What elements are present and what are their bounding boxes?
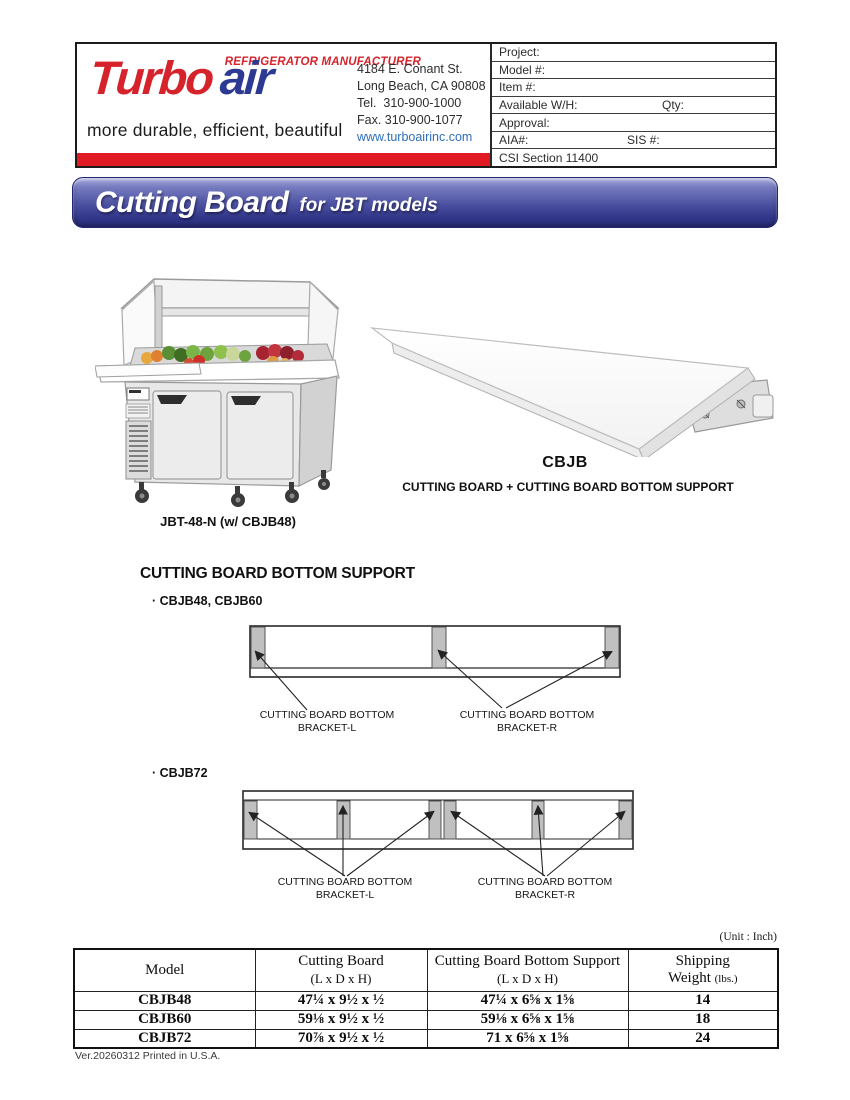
bullet-cbjb72: · CBJB72 <box>152 766 208 780</box>
address-fax: Fax. 310-900-1077 <box>357 113 463 127</box>
diagram1-bracket-l-label: CUTTING BOARD BOTTOM BRACKET-L <box>259 709 395 734</box>
cell-model: CBJB60 <box>74 1010 255 1029</box>
version-note: Ver.20260312 Printed in U.S.A. <box>75 1050 221 1062</box>
cell-weight: 18 <box>628 1010 778 1029</box>
sis-label: SIS #: <box>627 133 660 148</box>
cell-cutting-board: 70⅞ x 9½ x ½ <box>255 1029 427 1048</box>
address-line-2: Long Beach, CA 90808 <box>357 79 486 93</box>
logo-word-turbo: Turbo <box>88 51 215 104</box>
spec-table-wrap <box>73 948 779 1049</box>
address-tel: Tel. 310-900-1000 <box>357 96 462 110</box>
form-row-approval <box>492 114 775 132</box>
item-number-label: Item #: <box>499 80 536 95</box>
logo-word-air: air <box>218 51 274 104</box>
col-header-model: Model <box>74 949 255 991</box>
cell-weight: 14 <box>628 991 778 1010</box>
form-row-available <box>492 97 775 115</box>
jbt-unit-illustration <box>95 258 361 510</box>
diagram2-bracket-r-label: CUTTING BOARD BOTTOM BRACKET-R <box>477 876 613 901</box>
aia-label: AIA#: <box>499 133 529 148</box>
page-title: Cutting Board <box>95 185 289 219</box>
cell-support: 59⅛ x 6⅝ x 1⅝ <box>427 1010 628 1029</box>
cell-weight: 24 <box>628 1029 778 1048</box>
title-banner <box>72 177 778 228</box>
diagram1-bracket-r-label: CUTTING BOARD BOTTOM BRACKET-R <box>459 709 595 734</box>
form-row-aia <box>492 132 775 150</box>
cell-model: CBJB48 <box>74 991 255 1010</box>
spec-header-row <box>74 949 778 991</box>
header-box <box>75 42 777 168</box>
form-row-item <box>492 79 775 97</box>
diagram2-bracket-l-label: CUTTING BOARD BOTTOM BRACKET-L <box>277 876 413 901</box>
col-header-bottom-support: Cutting Board Bottom Support (L x D x H) <box>427 949 628 991</box>
cbjb-figure-title: CBJB <box>542 454 588 471</box>
unit-note: (Unit : Inch) <box>719 931 777 943</box>
page-subtitle: for JBT models <box>299 195 438 216</box>
col-header-shipping-weight: Shipping Weight (lbs.) <box>628 949 778 991</box>
company-address-block <box>357 61 486 146</box>
available-wh-label: Available W/H: <box>499 98 578 113</box>
jbt-figure-caption: JBT-48-N (w/ CBJB48) <box>160 514 296 529</box>
cell-cutting-board: 47¼ x 9½ x ½ <box>255 991 427 1010</box>
cbjb-figure-subtitle: CUTTING BOARD + CUTTING BOARD BOTTOM SUPPORT <box>402 480 734 494</box>
cell-support: 47¼ x 6⅝ x 1⅝ <box>427 991 628 1010</box>
section-heading-bottom-support: CUTTING BOARD BOTTOM SUPPORT <box>140 565 415 582</box>
project-form-table <box>490 44 775 166</box>
model-number-label: Model #: <box>499 62 546 77</box>
cell-model: CBJB72 <box>74 1029 255 1048</box>
bullet-cbjb48-cbjb60: · CBJB48, CBJB60 <box>152 594 263 608</box>
form-row-model <box>492 62 775 80</box>
turbo-air-logo <box>88 50 274 105</box>
project-label: Project: <box>499 45 540 60</box>
brand-tagline: more durable, efficient, beautiful <box>87 120 343 140</box>
website-link[interactable]: www.turboairinc.com <box>357 130 473 144</box>
table-row-cbjb60 <box>74 1010 778 1029</box>
cell-cutting-board: 59⅛ x 9½ x ½ <box>255 1010 427 1029</box>
table-row-cbjb48 <box>74 991 778 1010</box>
spec-table <box>73 948 779 1049</box>
table-row-cbjb72 <box>74 1029 778 1048</box>
cell-support: 71 x 6⅝ x 1⅝ <box>427 1029 628 1048</box>
form-row-project <box>492 44 775 62</box>
approval-label: Approval: <box>499 115 550 130</box>
col-header-cutting-board: Cutting Board (L x D x H) <box>255 949 427 991</box>
refrigerator-manufacturer-label: REFRIGERATOR MANUFACTURER <box>224 56 421 68</box>
qty-label: Qty: <box>662 98 685 113</box>
cbjb-board-illustration <box>365 292 777 457</box>
csi-section-label: CSI Section 11400 <box>499 150 599 165</box>
address-line-1: 4184 E. Conant St. <box>357 62 463 76</box>
red-accent-bar <box>77 153 490 166</box>
form-row-csi <box>492 149 775 166</box>
